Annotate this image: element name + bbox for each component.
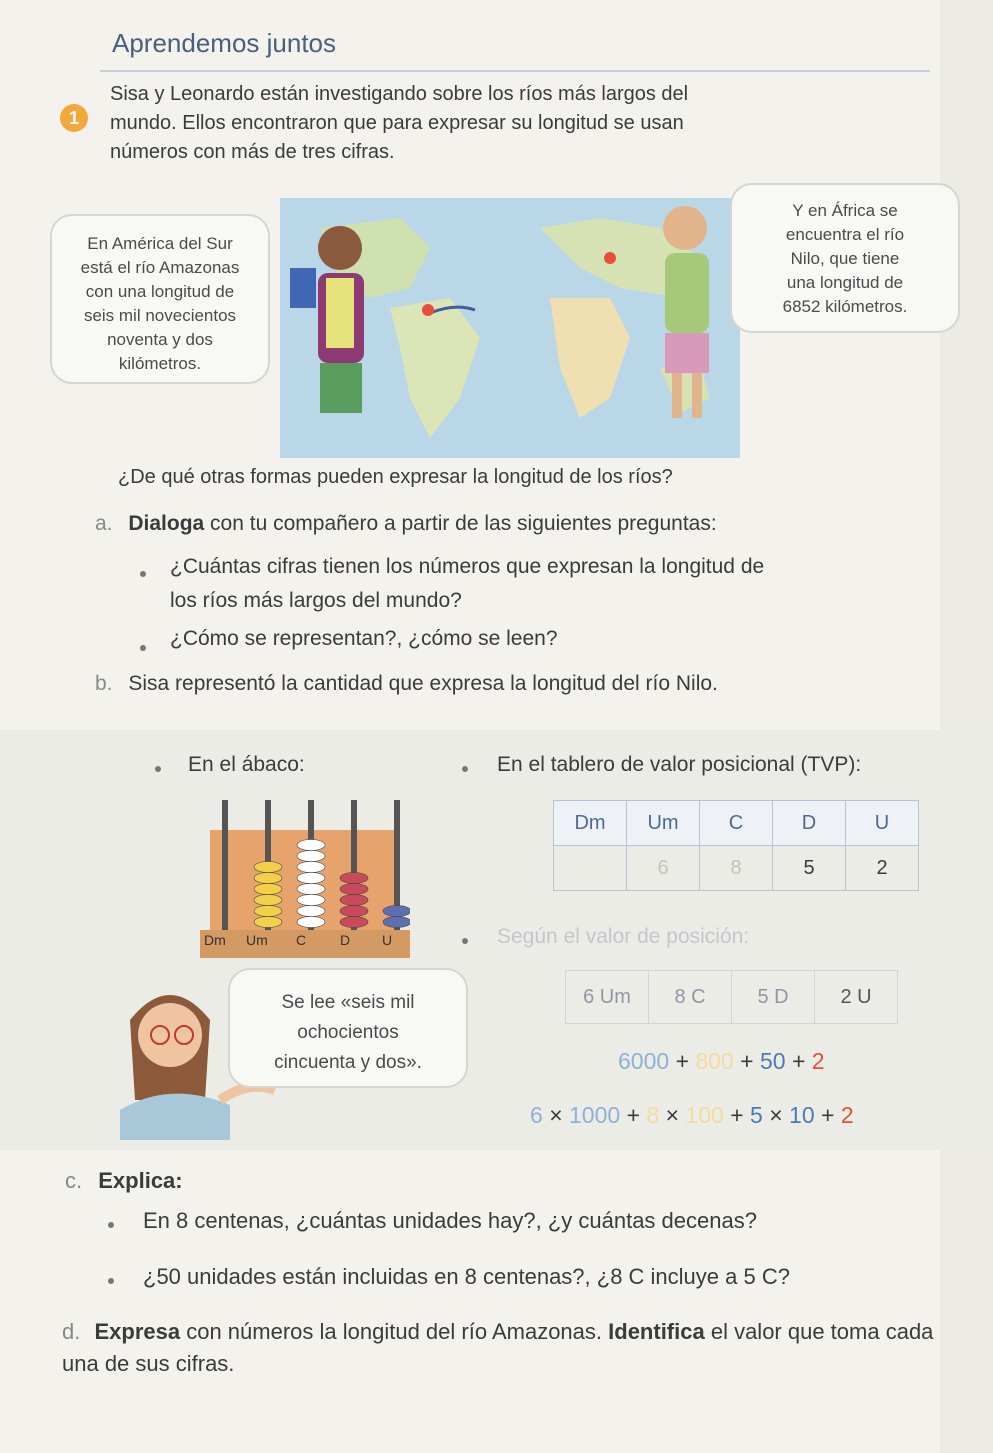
abacus-col-d: D (340, 932, 351, 948)
tvp-cell: 8 (700, 846, 773, 891)
bullet-line: los ríos más largos del mundo? (170, 589, 462, 612)
item-b-text: Sisa representó la cantidad que expresa la longitud del río Nilo. (128, 672, 718, 695)
item-d (62, 1316, 962, 1380)
tvp-cell (554, 846, 627, 891)
abacus-bead (297, 862, 325, 873)
tvp-value-row (554, 846, 919, 891)
product-place: 100 (685, 1102, 724, 1128)
abacus-bead (340, 873, 368, 884)
item-c-bullet-2: ¿50 unidades están incluidas en 8 centenas?, ¿8 C incluye a 5 C? (143, 1264, 790, 1289)
bullet-line: ¿Cuántas cifras tienen los números que expresan la longitud de (170, 555, 765, 578)
abacus-bead (254, 895, 282, 906)
tvp-header: Um (627, 801, 700, 846)
item-a-bullet-2 (170, 622, 558, 656)
bubble-line: ochocientos (297, 1022, 399, 1043)
bubble-line: 6852 kilómetros. (782, 297, 908, 316)
abacus-bead (254, 884, 282, 895)
abacus-bead (254, 906, 282, 917)
item-letter: d. (62, 1319, 81, 1344)
bullet-dot (108, 1222, 114, 1228)
tvp-cell: 5 (773, 846, 846, 891)
product-digit: 2 (840, 1102, 854, 1128)
abacus-col-c: C (296, 932, 307, 948)
bubble-line: una longitud de (786, 273, 904, 292)
item-a-bullet-1 (170, 550, 764, 618)
tvp-header: U (846, 801, 919, 846)
sum-term-hundreds: 800 (695, 1048, 734, 1074)
abacus-bead (254, 873, 282, 884)
abacus-bead (383, 917, 410, 928)
position-row (566, 971, 898, 1024)
bubble-line: noventa y dos (107, 330, 213, 349)
tvp-label: En el tablero de valor posicional (TVP): (497, 753, 862, 776)
product-expression (530, 1102, 854, 1129)
abacus-bead (297, 917, 325, 928)
position-cell: 2 U (815, 971, 898, 1024)
position-value-table (565, 970, 898, 1024)
bubble-line: Se lee «seis mil (281, 992, 415, 1013)
times-sign: × (549, 1102, 570, 1128)
tvp-cell: 2 (846, 846, 919, 891)
times-sign: × (665, 1102, 686, 1128)
plus-sign: + (740, 1048, 760, 1074)
abacus-bead (297, 840, 325, 851)
bullet-dot (140, 571, 146, 577)
speech-bubble-reading (228, 968, 468, 1088)
bullet-dot (140, 645, 146, 651)
abacus-col-um: Um (246, 932, 268, 948)
guiding-question: ¿De qué otras formas pueden expresar la longitud de los ríos? (118, 466, 673, 488)
item-letter: b. (95, 672, 113, 695)
plus-sign: + (791, 1048, 812, 1074)
position-cell: 8 C (649, 971, 732, 1024)
bubble-line: kilómetros. (118, 354, 202, 373)
item-d-text: con números la longitud del río Amazonas. (180, 1319, 609, 1344)
tvp-header-row (554, 801, 919, 846)
abacus-bead (297, 906, 325, 917)
tvp-header: Dm (554, 801, 627, 846)
tvp-header: D (773, 801, 846, 846)
product-digit: 5 (750, 1102, 763, 1128)
bullet-dot (155, 766, 161, 772)
abacus-bead (297, 873, 325, 884)
sum-term-units: 2 (811, 1048, 825, 1074)
product-digit: 8 (646, 1102, 660, 1128)
activity-number-badge: 1 (60, 104, 88, 132)
bullet-dot (108, 1278, 114, 1284)
bubble-line: Y en África se (792, 201, 898, 220)
activity-intro (110, 80, 850, 167)
bubble-line: cincuenta y dos». (274, 1052, 422, 1073)
section-title: Aprendemos juntos (112, 28, 337, 58)
item-d-verb-2: Identifica (608, 1319, 705, 1344)
item-c-bullet-1: En 8 centenas, ¿cuántas unidades hay?, ¿y cuántas decenas? (143, 1208, 757, 1233)
plus-sign: + (675, 1048, 696, 1074)
tvp-header: C (700, 801, 773, 846)
intro-line: números con más de tres cifras. (110, 141, 395, 163)
speech-bubble-nile (730, 183, 960, 333)
bullet-dot (462, 938, 468, 944)
item-b (95, 672, 718, 696)
bubble-line: seis mil novecientos (83, 306, 237, 325)
place-value-table (553, 800, 919, 891)
position-label: Según el valor de posición: (497, 925, 750, 948)
abacus-bead (297, 895, 325, 906)
product-place: 10 (789, 1102, 815, 1128)
item-c-verb: Explica: (98, 1168, 183, 1193)
times-sign: × (769, 1102, 790, 1128)
abacus-bead (340, 906, 368, 917)
abacus-col-dm: Dm (204, 932, 226, 948)
item-d-text-rest: el valor que toma cada una de sus cifras. (62, 1319, 934, 1376)
title-divider (100, 70, 930, 72)
product-place: 1000 (569, 1102, 621, 1128)
abacus-bead (340, 884, 368, 895)
item-a-text: con tu compañero a partir de las siguientes preguntas: (204, 512, 717, 535)
item-a (95, 512, 717, 536)
abacus-bead (383, 906, 410, 917)
abacus-bead (297, 851, 325, 862)
abacus-bead (340, 917, 368, 928)
bullet-dot (462, 766, 468, 772)
bubble-line: está el río Amazonas (80, 258, 240, 277)
abacus-bead (254, 917, 282, 928)
bubble-line: Nilo, que tiene (790, 249, 900, 268)
plus-sign: + (821, 1102, 841, 1128)
position-cell: 6 Um (566, 971, 649, 1024)
abacus-bead (297, 884, 325, 895)
speech-bubble-amazon (50, 214, 270, 384)
plus-sign: + (730, 1102, 751, 1128)
abacus-rod (222, 800, 228, 930)
abacus-label: En el ábaco: (188, 753, 305, 776)
abacus-col-u: U (382, 932, 393, 948)
sum-term-tens: 50 (759, 1048, 786, 1074)
bubble-line: En América del Sur (87, 234, 233, 253)
bubble-line: encuentra el río (785, 225, 905, 244)
product-digit: 6 (530, 1102, 543, 1128)
bubble-line: con una longitud de (85, 282, 235, 301)
intro-line: Sisa y Leonardo están investigando sobre los ríos más largos del (110, 83, 689, 105)
world-map-illustration (280, 198, 740, 458)
intro-line: mundo. Ellos encontraron que para expresar su longitud se usan (110, 112, 684, 134)
position-cell: 5 D (732, 971, 815, 1024)
item-d-verb-1: Expresa (94, 1319, 181, 1344)
item-a-verb: Dialoga (128, 512, 205, 535)
item-letter: c. (65, 1168, 83, 1193)
abacus-bead (254, 862, 282, 873)
sum-expression (618, 1048, 825, 1075)
item-letter: a. (95, 512, 113, 535)
sum-term-thousands: 6000 (618, 1048, 670, 1074)
plus-sign: + (626, 1102, 647, 1128)
abacus-bead (340, 895, 368, 906)
item-c (65, 1168, 183, 1194)
bullet-line: ¿Cómo se representan?, ¿cómo se leen? (170, 627, 558, 650)
tvp-cell: 6 (627, 846, 700, 891)
